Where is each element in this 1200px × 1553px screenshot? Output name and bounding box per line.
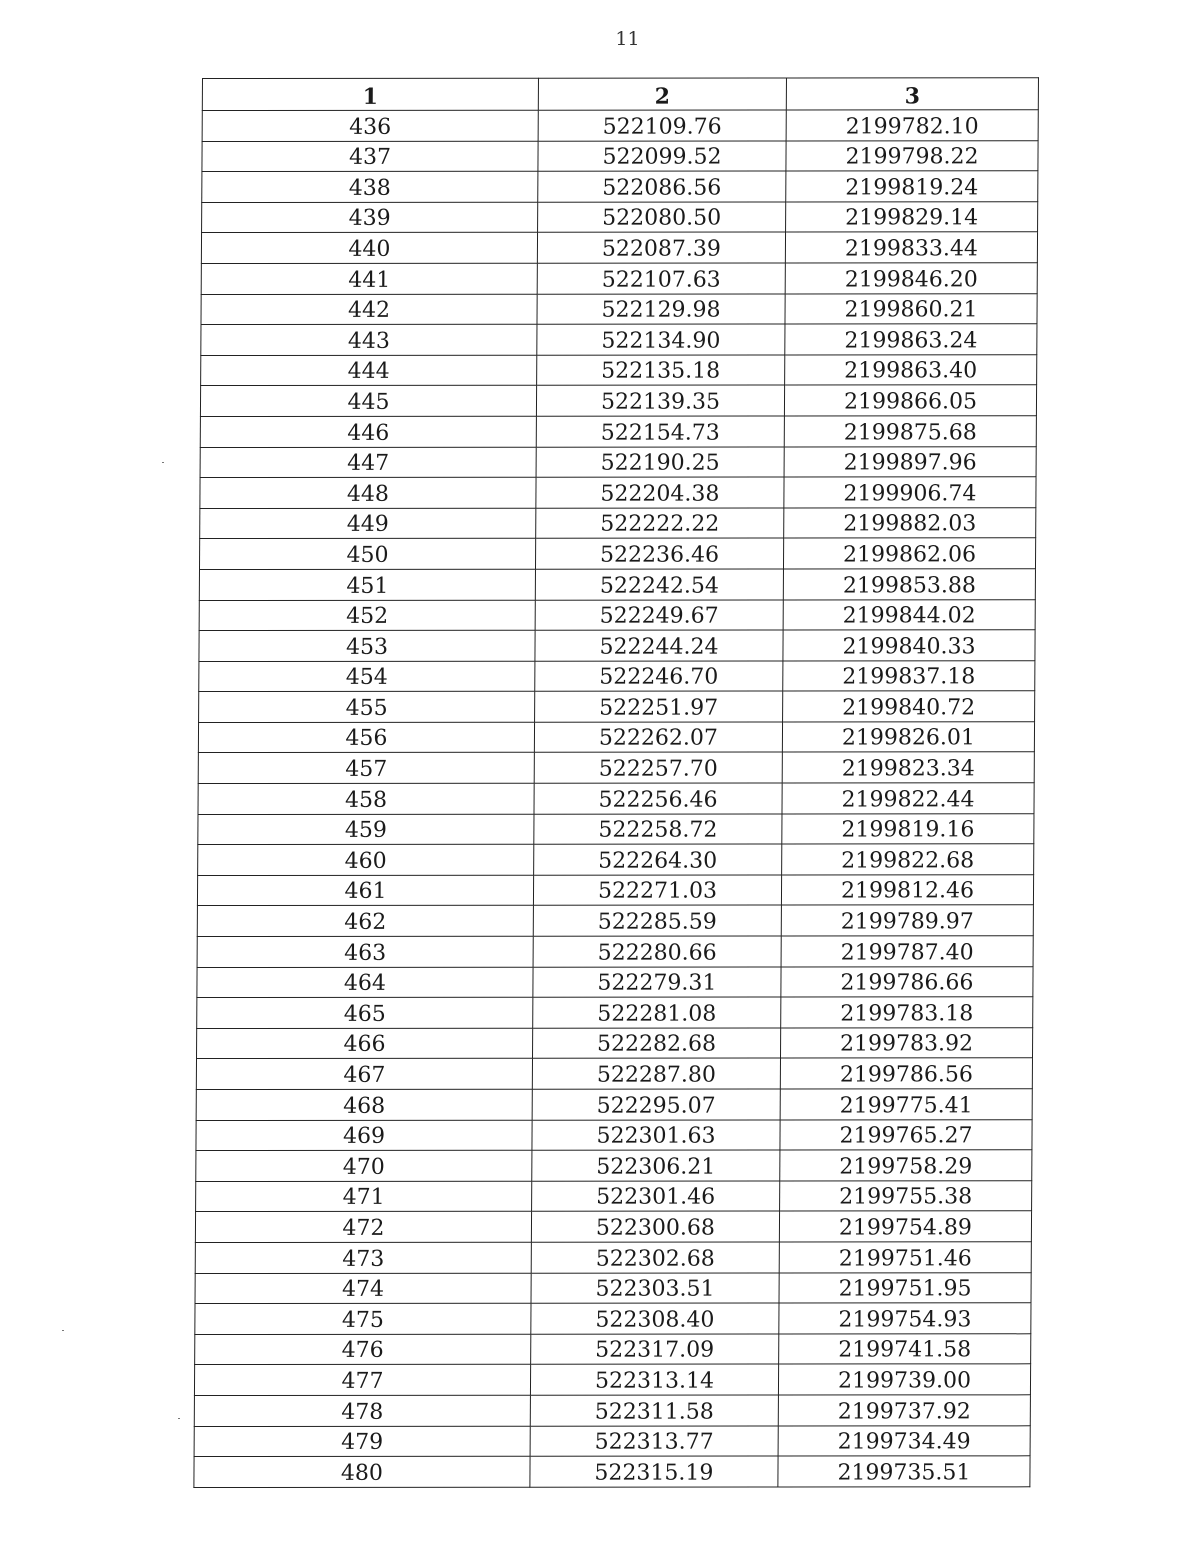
table-cell-col-1: 446 bbox=[200, 416, 536, 447]
table-cell-col-3: 2199754.93 bbox=[779, 1303, 1031, 1334]
table-cell-col-3: 2199751.95 bbox=[779, 1272, 1031, 1303]
table-cell-col-2: 522099.52 bbox=[538, 141, 786, 172]
table-cell-col-1: 476 bbox=[195, 1334, 531, 1365]
table-cell-col-1: 439 bbox=[202, 202, 538, 233]
table-cell-col-3: 2199875.68 bbox=[784, 416, 1036, 447]
table-cell-col-2: 522285.59 bbox=[533, 905, 781, 936]
table-row bbox=[197, 966, 1033, 997]
table-row bbox=[197, 936, 1033, 967]
column-header-1: 1 bbox=[202, 78, 538, 110]
table-row bbox=[197, 875, 1033, 906]
table-cell-col-2: 522258.72 bbox=[534, 814, 782, 845]
table-row bbox=[195, 1242, 1031, 1273]
table-row bbox=[194, 1456, 1030, 1487]
table-cell-col-2: 522264.30 bbox=[534, 844, 782, 875]
table-cell-col-3: 2199783.92 bbox=[780, 1028, 1032, 1059]
table-cell-col-3: 2199829.14 bbox=[786, 202, 1038, 233]
table-cell-col-3: 2199897.96 bbox=[784, 446, 1036, 477]
table-cell-col-3: 2199840.72 bbox=[783, 691, 1035, 722]
table-cell-col-2: 522262.07 bbox=[534, 722, 782, 753]
table-cell-col-2: 522302.68 bbox=[531, 1242, 779, 1273]
table-cell-col-1: 478 bbox=[194, 1395, 530, 1426]
table-cell-col-3: 2199906.74 bbox=[784, 477, 1036, 508]
table-row bbox=[202, 202, 1038, 233]
table-cell-col-3: 2199754.89 bbox=[779, 1211, 1031, 1242]
table-cell-col-3: 2199823.34 bbox=[782, 752, 1034, 783]
table-row bbox=[200, 446, 1036, 477]
table-cell-col-2: 522204.38 bbox=[536, 477, 784, 508]
table-cell-col-3: 2199786.56 bbox=[780, 1058, 1032, 1089]
table-cell-col-1: 449 bbox=[200, 508, 536, 539]
table-cell-col-3: 2199812.46 bbox=[781, 875, 1033, 906]
table-cell-col-2: 522282.68 bbox=[533, 1028, 781, 1059]
table-cell-col-3: 2199758.29 bbox=[780, 1150, 1032, 1181]
table-cell-col-1: 448 bbox=[200, 477, 536, 508]
table-cell-col-2: 522311.58 bbox=[530, 1395, 778, 1426]
table-cell-col-3: 2199739.00 bbox=[778, 1364, 1030, 1395]
table-cell-col-1: 477 bbox=[194, 1365, 530, 1396]
table-cell-col-1: 445 bbox=[200, 386, 536, 417]
table-cell-col-2: 522154.73 bbox=[536, 416, 784, 447]
scan-speck bbox=[62, 1330, 64, 1331]
table-cell-col-1: 440 bbox=[201, 233, 537, 264]
page-number: 11 bbox=[615, 28, 640, 50]
table-cell-col-1: 466 bbox=[197, 1028, 533, 1059]
table-row bbox=[199, 599, 1035, 630]
table-cell-col-3: 2199755.38 bbox=[780, 1181, 1032, 1212]
table-cell-col-1: 461 bbox=[197, 875, 533, 906]
table-cell-col-2: 522244.24 bbox=[535, 630, 783, 661]
table-cell-col-1: 438 bbox=[202, 171, 538, 202]
table-row bbox=[195, 1211, 1031, 1242]
table-row bbox=[199, 660, 1035, 691]
table-cell-col-1: 458 bbox=[198, 783, 534, 814]
table-cell-col-3: 2199822.44 bbox=[782, 783, 1034, 814]
table-cell-col-2: 522249.67 bbox=[535, 600, 783, 631]
table-row bbox=[202, 171, 1038, 202]
table-cell-col-2: 522257.70 bbox=[534, 752, 782, 783]
table-cell-col-3: 2199741.58 bbox=[779, 1334, 1031, 1365]
table-cell-col-2: 522129.98 bbox=[537, 294, 785, 325]
table-row bbox=[196, 1181, 1032, 1212]
table-row bbox=[197, 1028, 1033, 1059]
table-cell-col-1: 444 bbox=[201, 355, 537, 386]
table-cell-col-3: 2199782.10 bbox=[786, 110, 1038, 141]
table-cell-col-2: 522107.63 bbox=[537, 263, 785, 294]
table-cell-col-2: 522190.25 bbox=[536, 447, 784, 478]
table-row bbox=[196, 1150, 1032, 1181]
table-cell-col-3: 2199846.20 bbox=[785, 263, 1037, 294]
table-cell-col-2: 522222.22 bbox=[536, 508, 784, 539]
table-row bbox=[195, 1272, 1031, 1303]
table-cell-col-1: 463 bbox=[197, 936, 533, 967]
table-cell-col-1: 475 bbox=[195, 1303, 531, 1334]
table-row bbox=[196, 1119, 1032, 1150]
column-header-2: 2 bbox=[538, 78, 786, 110]
table-cell-col-3: 2199826.01 bbox=[782, 722, 1034, 753]
table-body bbox=[194, 110, 1038, 1487]
header-row bbox=[202, 78, 1038, 111]
table-row bbox=[198, 752, 1034, 783]
table-cell-col-3: 2199786.66 bbox=[781, 966, 1033, 997]
table-cell-col-3: 2199819.16 bbox=[782, 813, 1034, 844]
table-cell-col-1: 471 bbox=[196, 1181, 532, 1212]
table-row bbox=[199, 691, 1035, 722]
table-cell-col-1: 460 bbox=[198, 844, 534, 875]
table-cell-col-1: 447 bbox=[200, 447, 536, 478]
table-cell-col-1: 473 bbox=[195, 1242, 531, 1273]
table-cell-col-2: 522313.14 bbox=[530, 1364, 778, 1395]
table-row bbox=[199, 569, 1035, 600]
table-cell-col-3: 2199734.49 bbox=[778, 1425, 1030, 1456]
table-cell-col-3: 2199775.41 bbox=[780, 1089, 1032, 1120]
table-cell-col-2: 522313.77 bbox=[530, 1426, 778, 1457]
table-cell-col-2: 522295.07 bbox=[532, 1089, 780, 1120]
table-row bbox=[198, 844, 1034, 875]
table-row bbox=[199, 538, 1035, 569]
table-cell-col-3: 2199863.40 bbox=[785, 355, 1037, 386]
table-row bbox=[196, 1089, 1032, 1120]
table-cell-col-2: 522134.90 bbox=[537, 324, 785, 355]
table-cell-col-2: 522271.03 bbox=[533, 875, 781, 906]
table-cell-col-3: 2199751.46 bbox=[779, 1242, 1031, 1273]
table-row bbox=[195, 1334, 1031, 1365]
table-cell-col-2: 522087.39 bbox=[537, 232, 785, 263]
table-cell-col-1: 468 bbox=[196, 1089, 532, 1120]
table-row bbox=[197, 905, 1033, 936]
table-cell-col-2: 522139.35 bbox=[536, 385, 784, 416]
table-cell-col-3: 2199819.24 bbox=[786, 171, 1038, 202]
table-cell-col-1: 470 bbox=[196, 1150, 532, 1181]
table-cell-col-3: 2199853.88 bbox=[783, 569, 1035, 600]
table-cell-col-3: 2199840.33 bbox=[783, 630, 1035, 661]
table-row bbox=[202, 110, 1038, 141]
table-row bbox=[198, 783, 1034, 814]
table-cell-col-1: 472 bbox=[195, 1212, 531, 1243]
table-cell-col-1: 453 bbox=[199, 630, 535, 661]
table-cell-col-2: 522242.54 bbox=[535, 569, 783, 600]
table-row bbox=[196, 1058, 1032, 1089]
table-cell-col-1: 437 bbox=[202, 141, 538, 172]
table-row bbox=[194, 1364, 1030, 1395]
table-cell-col-1: 441 bbox=[201, 263, 537, 294]
table-cell-col-3: 2199863.24 bbox=[785, 324, 1037, 355]
scan-speck bbox=[178, 1418, 180, 1419]
table-cell-col-1: 450 bbox=[199, 539, 535, 570]
table-cell-col-2: 522306.21 bbox=[532, 1150, 780, 1181]
table-cell-col-3: 2199737.92 bbox=[778, 1395, 1030, 1426]
table-row bbox=[198, 813, 1034, 844]
table-cell-col-2: 522315.19 bbox=[530, 1456, 778, 1487]
table-row bbox=[197, 997, 1033, 1028]
table-cell-col-3: 2199789.97 bbox=[781, 905, 1033, 936]
table-cell-col-1: 436 bbox=[202, 110, 538, 141]
table-cell-col-3: 2199783.18 bbox=[781, 997, 1033, 1028]
table-cell-col-3: 2199765.27 bbox=[780, 1119, 1032, 1150]
table-cell-col-1: 456 bbox=[198, 722, 534, 753]
table-cell-col-2: 522301.46 bbox=[532, 1181, 780, 1212]
table-cell-col-2: 522086.56 bbox=[538, 171, 786, 202]
table-cell-col-3: 2199837.18 bbox=[783, 660, 1035, 691]
table-row bbox=[194, 1395, 1030, 1426]
table-cell-col-1: 474 bbox=[195, 1273, 531, 1304]
table-cell-col-1: 480 bbox=[194, 1456, 530, 1487]
table-cell-col-1: 442 bbox=[201, 294, 537, 325]
table-cell-col-3: 2199882.03 bbox=[784, 507, 1036, 538]
table-cell-col-3: 2199860.21 bbox=[785, 293, 1037, 324]
table-cell-col-2: 522246.70 bbox=[535, 661, 783, 692]
table-row bbox=[200, 477, 1036, 508]
table-row bbox=[201, 324, 1037, 355]
table-cell-col-1: 469 bbox=[196, 1120, 532, 1151]
table-cell-col-1: 459 bbox=[198, 814, 534, 845]
table-cell-col-2: 522301.63 bbox=[532, 1120, 780, 1151]
table-cell-col-1: 462 bbox=[197, 906, 533, 937]
table-cell-col-3: 2199798.22 bbox=[786, 140, 1038, 171]
table-cell-col-1: 455 bbox=[199, 692, 535, 723]
table-cell-col-2: 522281.08 bbox=[533, 997, 781, 1028]
table-cell-col-2: 522308.40 bbox=[531, 1303, 779, 1334]
table-cell-col-3: 2199787.40 bbox=[781, 936, 1033, 967]
table-row bbox=[198, 722, 1034, 753]
table-row bbox=[201, 263, 1037, 294]
table-row bbox=[201, 232, 1037, 263]
table-cell-col-2: 522236.46 bbox=[535, 538, 783, 569]
table-row bbox=[201, 293, 1037, 324]
table-cell-col-2: 522303.51 bbox=[531, 1273, 779, 1304]
table-row bbox=[194, 1425, 1030, 1456]
table-cell-col-3: 2199862.06 bbox=[783, 538, 1035, 569]
table-header bbox=[202, 78, 1038, 111]
table-cell-col-3: 2199833.44 bbox=[785, 232, 1037, 263]
table-cell-col-1: 454 bbox=[199, 661, 535, 692]
table-cell-col-2: 522080.50 bbox=[538, 202, 786, 233]
table-cell-col-2: 522300.68 bbox=[531, 1211, 779, 1242]
table-cell-col-2: 522317.09 bbox=[531, 1334, 779, 1365]
table-cell-col-3: 2199844.02 bbox=[783, 599, 1035, 630]
table-row bbox=[195, 1303, 1031, 1334]
table-cell-col-2: 522251.97 bbox=[535, 691, 783, 722]
table-cell-col-3: 2199866.05 bbox=[784, 385, 1036, 416]
table-cell-col-3: 2199822.68 bbox=[782, 844, 1034, 875]
table-row bbox=[200, 507, 1036, 538]
table-cell-col-2: 522135.18 bbox=[537, 355, 785, 386]
table-cell-col-2: 522287.80 bbox=[532, 1058, 780, 1089]
table-cell-col-3: 2199735.51 bbox=[778, 1456, 1030, 1487]
table-cell-col-1: 451 bbox=[199, 569, 535, 600]
table-cell-col-1: 479 bbox=[194, 1426, 530, 1457]
table-cell-col-1: 464 bbox=[197, 967, 533, 998]
table-cell-col-2: 522280.66 bbox=[533, 936, 781, 967]
table-cell-col-1: 457 bbox=[198, 753, 534, 784]
scan-speck bbox=[162, 462, 164, 463]
table-row bbox=[200, 416, 1036, 447]
table-cell-col-2: 522279.31 bbox=[533, 967, 781, 998]
table-cell-col-1: 443 bbox=[201, 324, 537, 355]
table-cell-col-2: 522109.76 bbox=[538, 110, 786, 141]
column-header-3: 3 bbox=[786, 78, 1038, 110]
table-cell-col-1: 452 bbox=[199, 600, 535, 631]
coordinates-table bbox=[193, 77, 1039, 1487]
table-cell-col-1: 467 bbox=[196, 1059, 532, 1090]
table-row bbox=[200, 385, 1036, 416]
table-row bbox=[202, 140, 1038, 171]
table-row bbox=[199, 630, 1035, 661]
table-cell-col-2: 522256.46 bbox=[534, 783, 782, 814]
table-row bbox=[201, 355, 1037, 386]
table-cell-col-1: 465 bbox=[197, 997, 533, 1028]
